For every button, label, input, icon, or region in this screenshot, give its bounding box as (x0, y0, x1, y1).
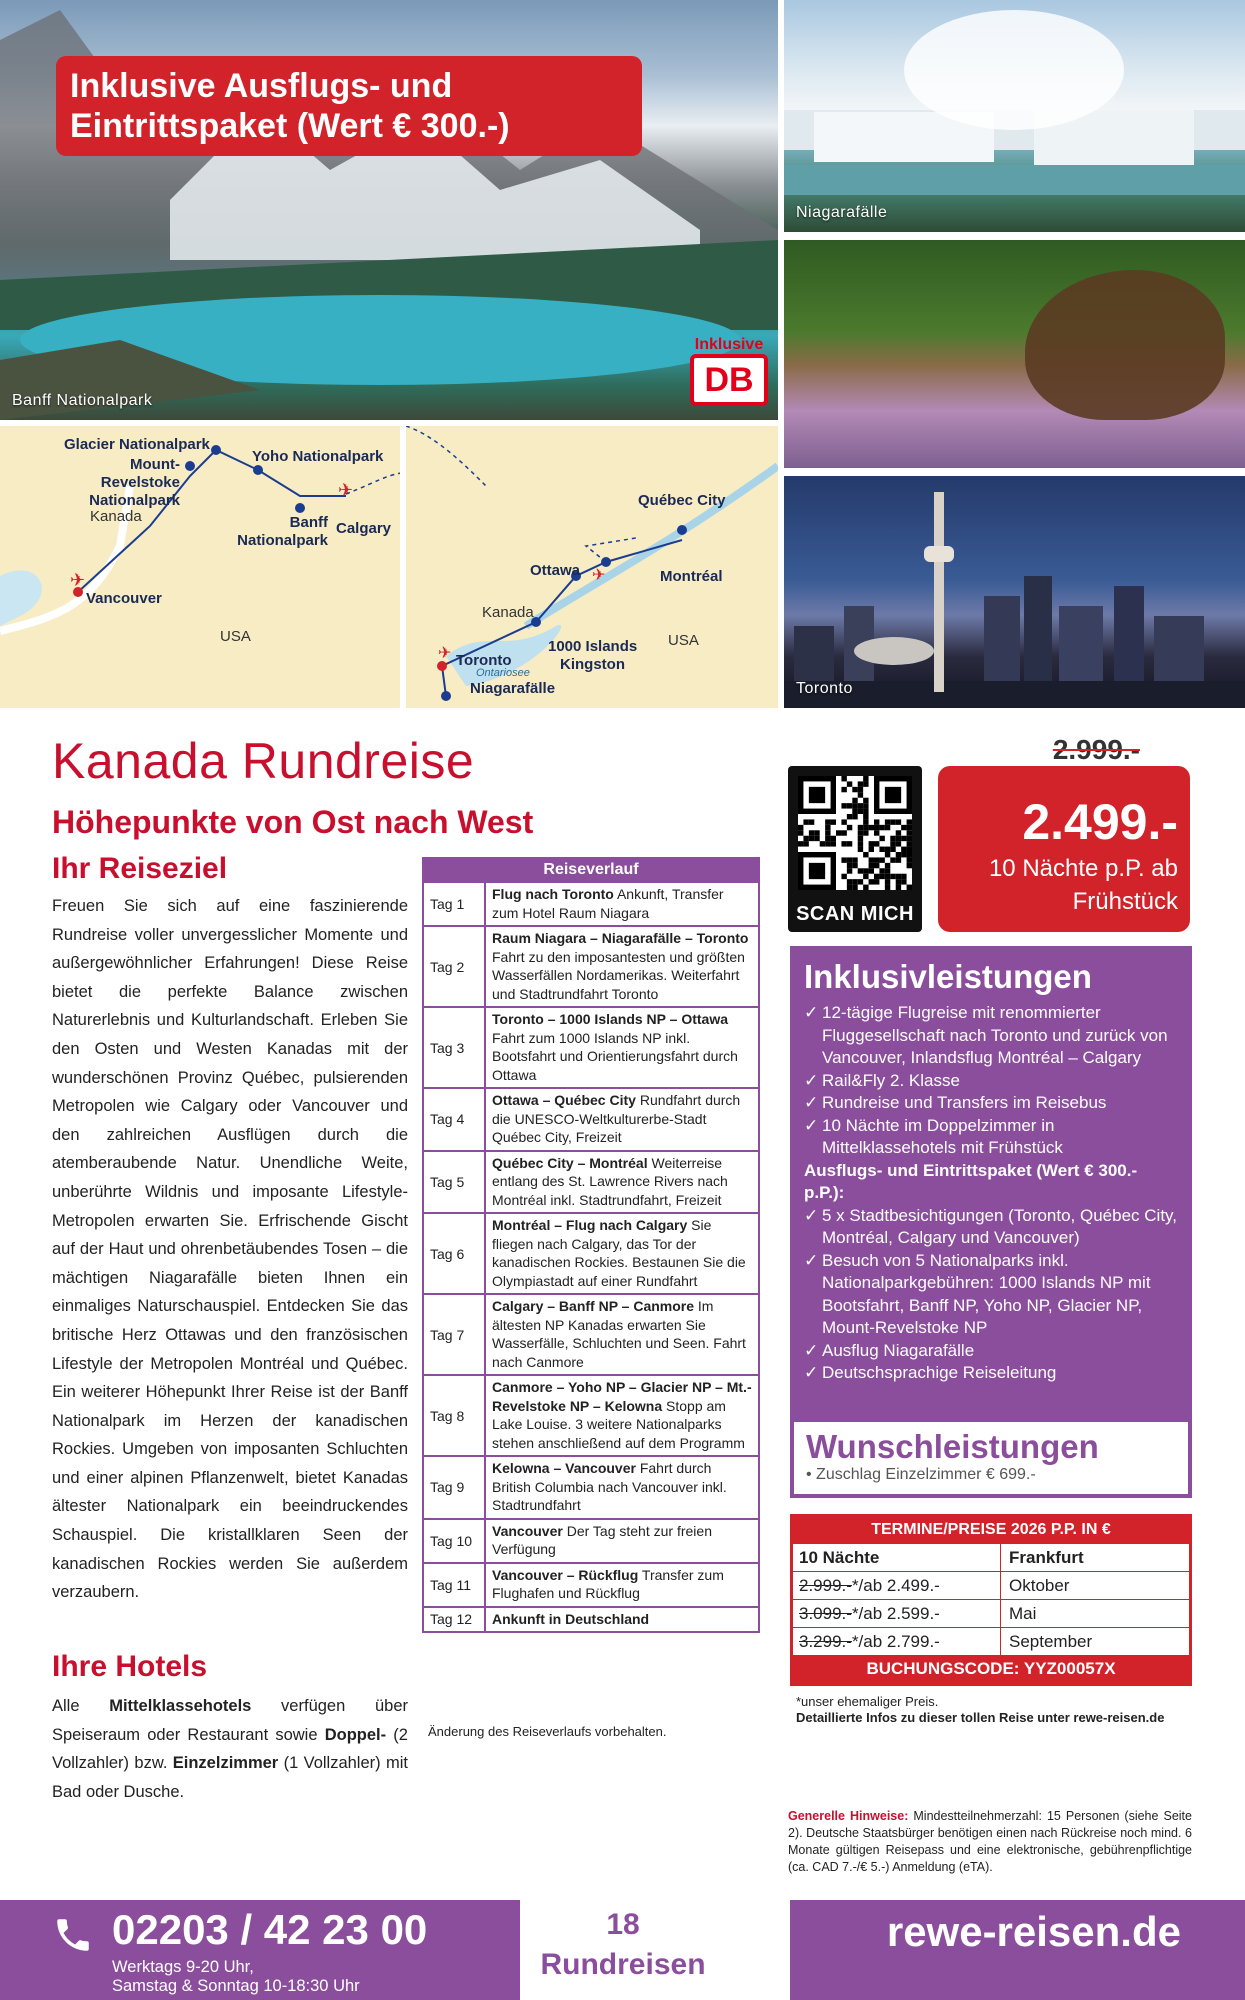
niagara-caption: Niagarafälle (796, 204, 888, 221)
map-label-kingston: Kingston (560, 656, 625, 673)
paket-item: ✓ Ausflug Niagarafälle (804, 1340, 1178, 1363)
qr-code[interactable] (798, 776, 912, 890)
inklusiv-title: Inklusivleistungen (804, 958, 1092, 995)
footer-contact (0, 1900, 520, 2000)
itinerary-desc (486, 1008, 758, 1087)
wunsch-title: Wunschleistungen (806, 1428, 1099, 1465)
itinerary-text: Fahrt zu den imposantesten und größten Wasserfällen Nordamerikas. Weiterfahrt und Stadtrundfahrt Toronto (492, 948, 745, 1002)
itinerary-route: Calgary – Banff NP – Canmore (492, 1298, 695, 1314)
itinerary-note: Änderung des Reiseverlaufs vorbehalten. (428, 1724, 667, 1739)
itinerary-row (422, 883, 760, 927)
toronto-photo (784, 476, 1245, 708)
itinerary-route: Toronto – 1000 Islands NP – Ottawa (492, 1011, 728, 1027)
inklusiv-item: ✓ Rundreise und Transfers im Reisebus (804, 1092, 1178, 1115)
skyline-illustration (784, 476, 1245, 708)
itinerary-day: Tag 12 (424, 1608, 486, 1632)
bear-photo (784, 240, 1245, 468)
itinerary-day: Tag 11 (424, 1564, 486, 1606)
termine-price-old: 2.999.- (799, 1576, 852, 1595)
website-link[interactable]: rewe-reisen.de (886, 1908, 1181, 1955)
itinerary-route: Flug nach Toronto (492, 886, 614, 902)
itinerary-text: Stopp am Lake Louise. 3 weitere Nationalparks stehen anschließend auf dem Programm (492, 1397, 745, 1451)
qr-code-box[interactable] (788, 766, 922, 932)
map-label-vancouver: Vancouver (86, 590, 162, 607)
map-region-canada: Kanada (90, 508, 142, 525)
itinerary-day: Tag 3 (424, 1008, 486, 1087)
price-box (938, 734, 1190, 932)
itinerary-desc (486, 1089, 758, 1150)
itinerary-desc (486, 1608, 655, 1632)
wunschleistungen-box (790, 1422, 1192, 1498)
itinerary-route: Vancouver – Rückflug (492, 1566, 639, 1583)
paket-item: ✓ 5 x Stadtbesichtigungen (Toronto, Québec City, Montréal, Calgary und Vancouver) (804, 1205, 1178, 1250)
termine-price-new: */ab 2.799.- (851, 1632, 940, 1651)
itinerary-text: Fahrt zum 1000 Islands NP inkl. Bootsfahrt und Orientierungsfahrt durch Ottawa (492, 1029, 738, 1083)
inklusivleistungen-box (790, 946, 1192, 1422)
bear-figure (1025, 270, 1225, 420)
paket-title: Ausflugs- und Eintrittspaket (Wert € 300.- p.P.): (804, 1160, 1138, 1202)
termine-col1: 10 Nächte (793, 1544, 1001, 1571)
termine-col2: Frankfurt (1009, 1548, 1084, 1567)
page-subtitle: Höhepunkte von Ost nach West (52, 804, 534, 840)
reiseziel-heading: Ihr Reiseziel (52, 852, 228, 885)
hotels-heading: Ihre Hotels (52, 1650, 208, 1683)
general-notes-label: Generelle Hinweise: (788, 1809, 909, 1823)
map-label-niagarafaelle: Niagarafälle (470, 680, 556, 697)
hotels-bold-part: Mittelklassehotels (109, 1697, 252, 1715)
itinerary-route: Montréal – Flug nach Calgary (492, 1217, 688, 1233)
hours-line1: Werktags 9-20 Uhr, (112, 1958, 254, 1976)
itinerary-desc (486, 927, 758, 1006)
itinerary-route: Raum Niagara – Niagarafälle – Toronto (492, 930, 749, 946)
itinerary-text: Der Tag steht zur freien Verfügung (492, 1522, 712, 1557)
itinerary-text: Ankunft, Transfer zum Hotel Raum Niagara (492, 886, 724, 921)
map-label-ottawa: Ottawa (530, 562, 581, 579)
niagara-photo (784, 0, 1245, 232)
svg-text:✈: ✈ (70, 570, 86, 591)
itinerary-row (422, 1008, 760, 1089)
waterfall-illustration (784, 0, 1245, 232)
price-old: 2.999.- (1052, 734, 1140, 765)
inklusiv-item: ✓ Rail&Fly 2. Klasse (804, 1070, 1178, 1093)
itinerary-route: Ottawa – Québec City (492, 1092, 636, 1108)
map-label-ontariosee: Ontariosee (476, 667, 530, 679)
itinerary-row (422, 1457, 760, 1520)
inklusiv-list (804, 1002, 1178, 1160)
general-notes-text: Mindestteilnehmerzahl: 15 Personen (siehe Seite 2). Deutsche Staatsbürger benötigen einen nach Rückreise noch mind. 6 Monate gültigen Reisepass und eine elektronische, gebührenpflichtige (ca. CAD 7.-/€ 5.-) Anmeldung (eTA). (788, 1809, 1192, 1874)
general-notes (788, 1808, 1192, 1876)
hotels-text-part: Alle (52, 1697, 110, 1715)
footer-page-info (520, 1900, 726, 2000)
inklusiv-item: ✓ 10 Nächte im Doppelzimmer in Mittelklassehotels mit Frühstück (804, 1115, 1178, 1160)
footer-website (790, 1900, 1245, 2000)
itinerary-row (422, 1376, 760, 1457)
itinerary-desc (486, 1376, 758, 1455)
price-note-line1: 10 Nächte p.P. ab (988, 855, 1178, 882)
itinerary-row (422, 1520, 760, 1564)
toronto-caption: Toronto (796, 680, 853, 697)
map-label-banff: Banff Nationalpark (237, 514, 328, 549)
map-label-1000-islands: 1000 Islands (548, 638, 638, 655)
svg-text:✈: ✈ (592, 565, 606, 584)
itinerary-desc (486, 1214, 758, 1293)
cn-tower (934, 492, 944, 692)
itinerary-row (422, 1152, 760, 1215)
itinerary-desc (486, 1520, 758, 1562)
termine-rows (793, 1571, 1189, 1655)
termine-month: Oktober (1009, 1576, 1070, 1595)
termine-row (793, 1627, 1189, 1655)
map-region-canada-east: Kanada (482, 604, 534, 621)
itinerary-day: Tag 5 (424, 1152, 486, 1213)
itinerary-rows (422, 883, 760, 1633)
itinerary-table (422, 857, 760, 1633)
price-new: 2.499.- (1022, 794, 1178, 850)
map-east (406, 426, 778, 708)
itinerary-day: Tag 8 (424, 1376, 486, 1455)
map-label-quebec: Québec City (638, 492, 726, 509)
paket-list (804, 1205, 1178, 1385)
termine-footnote (796, 1694, 1164, 1726)
db-inklusive-label: Inklusive (694, 336, 764, 353)
reiseziel-text: Freuen Sie sich auf eine faszinierende Rundreise voller unvergesslicher Momente und außergewöhnlicher Erfahrungen! Diese Reise bietet die perfekte Balance zwischen Naturerlebnis und Kulturlandschaft. Erleben Sie den Osten und Westen Kanadas mit der wunderschönen Provinz Québec, pulsierenden Metropolen wie Calgary oder Vancouver und den zahlreichen Ausflügen durch die atemberaubende Natur. Unendliche Weite, unberührte Wildnis und imposante Lifestyle-Metropolen erwarten Sie. Erfrischende Gischt auf der Haut und ohrenbetäubendes Tosen – die mächtigen Niagarafälle bieten Ihnen ein einmaliges Naturschauspiel. Entdecken Sie das britische Herz Ottawas und den französischen Lifestyle der Metropolen Montréal und Québec. Ein weiterer Höhepunkt Ihrer Reise ist der Banff Nationalpark im Herzen der kanadischen Rockies. Umgeben von imposanten Schluchten und einer alpinen Pflanzenwelt, bietet Kanadas ältester Nationalpark ein beeindruckendes Schauspiel. Die kristallklaren Seen der kanadischen Rockies werden Sie außerdem verzaubern. (52, 897, 408, 1602)
itinerary-row (422, 927, 760, 1008)
map-label-glacier: Glacier Nationalpark (64, 436, 210, 453)
itinerary-day: Tag 10 (424, 1520, 486, 1562)
termine-price-cell (793, 1600, 1001, 1627)
termine-price-new: */ab 2.499.- (851, 1576, 940, 1595)
hotels-text-part: verfügen über Speiseraum oder Restaurant sowie (52, 1697, 408, 1744)
itinerary-day: Tag 2 (424, 927, 486, 1006)
db-logo: DB (690, 354, 768, 406)
hours-line2: Samstag & Sonntag 10-18:30 Uhr (112, 1977, 360, 1995)
itinerary-row (422, 1564, 760, 1608)
termine-row (793, 1599, 1189, 1627)
termine-price-old: 3.099.- (799, 1604, 852, 1623)
hotels-bold-part: Einzelzimmer (172, 1754, 279, 1773)
page-number: 18 (606, 1908, 640, 1941)
termine-price-cell (793, 1572, 1001, 1599)
itinerary-route: Canmore – Yoho NP – Glacier NP – Mt.-Revelstoke NP – Kelowna (492, 1379, 752, 1414)
section-name: Rundreisen (540, 1948, 706, 1981)
svg-text:✈: ✈ (338, 480, 354, 501)
itinerary-row (422, 1214, 760, 1295)
termine-price-old: 3.299.- (799, 1632, 852, 1651)
banff-photo (0, 0, 778, 420)
itinerary-desc (486, 1152, 758, 1213)
itinerary-header: Reiseverlauf (422, 857, 760, 883)
map-label-toronto: Toronto (456, 652, 512, 669)
hotels-text (52, 1692, 408, 1806)
phone-number[interactable]: 02203 / 42 23 00 (112, 1906, 428, 1953)
itinerary-text: Transfer zum Flughafen und Rückflug (492, 1566, 724, 1601)
banff-caption: Banff Nationalpark (12, 392, 153, 409)
termine-price-new: */ab 2.599.- (851, 1604, 940, 1623)
db-badge (690, 336, 768, 406)
cn-tower-pod (924, 546, 954, 562)
paket-item: ✓ Deutschsprachige Reiseleitung (804, 1362, 1178, 1385)
itinerary-row (422, 1608, 760, 1634)
itinerary-day: Tag 6 (424, 1214, 486, 1293)
itinerary-day: Tag 1 (424, 883, 486, 925)
itinerary-route: Vancouver (492, 1522, 563, 1539)
itinerary-day: Tag 9 (424, 1457, 486, 1518)
termine-foot2: Detaillierte Infos zu dieser tollen Reise unter rewe-reisen.de (796, 1710, 1165, 1725)
page-title: Kanada Rundreise (52, 733, 475, 789)
itinerary-text: Rundfahrt durch die UNESCO-Weltkulturerbe-Stadt Québec City, Freizeit (492, 1092, 741, 1145)
hotels-text-part: (2 Vollzahler) bzw. (52, 1725, 408, 1773)
itinerary-text: Weiterreise entlang des St. Lawrence Rivers nach Montréal inkl. Stadtrundfahrt, Freizeit (492, 1154, 728, 1208)
paket-item: ✓ Besuch von 5 Nationalparks inkl. Nationalparkgebühren: 1000 Islands NP mit Bootsfahrt, Banff NP, Yoho NP, Glacier NP, Mount-Revelstoke NP (804, 1250, 1178, 1340)
inklusiv-item: ✓ 12-tägige Flugreise mit renommierter Fluggesellschaft nach Toronto und zurück von Vancouver, Inlandsflug Montréal – Calgary (804, 1002, 1178, 1070)
itinerary-route: Québec City – Montréal (492, 1154, 648, 1171)
package-badge: Inklusive Ausflugs- und Eintrittspaket (Wert € 300.-) (56, 56, 642, 156)
wunsch-item: • Zuschlag Einzelzimmer € 699.- (806, 1466, 1036, 1483)
termine-table (790, 1514, 1192, 1686)
termine-price-cell (793, 1628, 1001, 1655)
buchungscode: BUCHUNGSCODE: YYZ00057X (793, 1655, 1189, 1683)
itinerary-desc (486, 1457, 758, 1518)
termine-head-row (793, 1543, 1189, 1571)
map-west (0, 426, 400, 708)
phone-icon (52, 1914, 94, 1956)
itinerary-route: Kelowna – Vancouver (492, 1460, 636, 1476)
termine-foot1: *unser ehemaliger Preis. (796, 1694, 939, 1709)
map-label-montreal: Montréal (660, 568, 723, 585)
qr-label: SCAN MICH (796, 903, 914, 925)
itinerary-desc (486, 1295, 758, 1374)
svg-text:✈: ✈ (438, 643, 452, 662)
termine-month: September (1009, 1632, 1093, 1651)
hotels-bold-part: Doppel- (324, 1725, 387, 1744)
price-note-line2: Frühstück (1072, 888, 1178, 915)
itinerary-row (422, 1089, 760, 1152)
termine-header: TERMINE/PREISE 2026 P.P. IN € (793, 1517, 1189, 1543)
opening-hours (112, 1958, 360, 1996)
termine-row (793, 1571, 1189, 1599)
itinerary-text: Im ältesten NP Kanadas erwarten Sie Wasserfälle, Schluchten und Seen. Fahrt nach Canmore (492, 1298, 746, 1370)
termine-month: Mai (1009, 1604, 1037, 1623)
itinerary-text: Fahrt durch British Columbia nach Vancouver inkl. Stadtrundfahrt (492, 1460, 727, 1513)
itinerary-text: Sie fliegen nach Calgary, das Tor der kanadischen Rockies. Bestaunen Sie die Olympiastadt auf einer Rundfahrt (492, 1217, 746, 1289)
itinerary-day: Tag 7 (424, 1295, 486, 1374)
map-label-yoho: Yoho Nationalpark (252, 448, 384, 465)
map-label-calgary: Calgary (336, 520, 392, 537)
itinerary-desc (486, 883, 758, 925)
itinerary-desc (486, 1564, 758, 1606)
hotels-text-part: (1 Vollzahler) mit Bad oder Dusche. (52, 1754, 408, 1801)
itinerary-route: Ankunft in Deutschland (492, 1610, 650, 1627)
price-note (938, 852, 1178, 918)
itinerary-row (422, 1295, 760, 1376)
map-region-usa-east: USA (668, 632, 699, 649)
map-label-revelstoke: Mount-Revelstoke Nationalpark (89, 456, 180, 509)
itinerary-day: Tag 4 (424, 1089, 486, 1150)
map-region-usa: USA (220, 628, 251, 645)
